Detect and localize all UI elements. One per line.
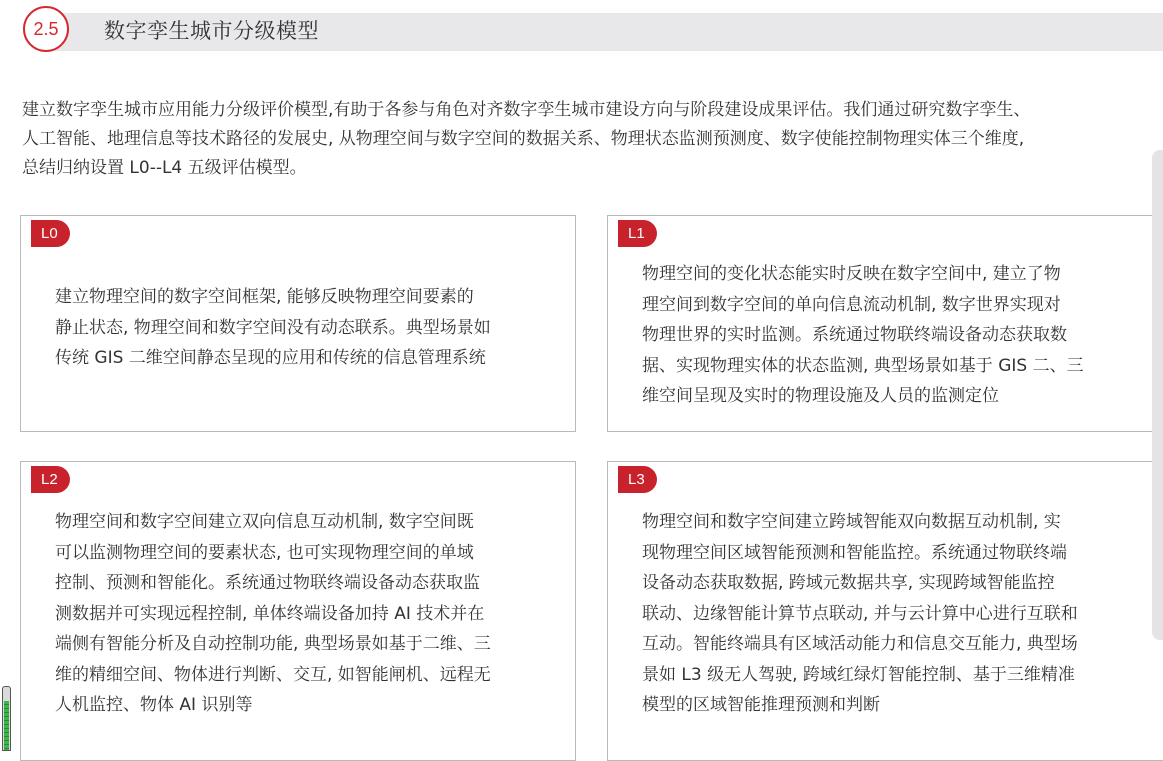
description-line: 控制、预测和智能化。系统通过物联终端设备动态获取监 <box>55 573 480 593</box>
intro-line: 建立数字孪生城市应用能力分级评价模型,有助于各参与角色对齐数字孪生城市建设方向与阶段建设成果评估。我们通过研究数字孪生、 <box>22 100 1031 120</box>
description-line: 模型的区域智能推理预测和判断 <box>642 695 880 715</box>
section-number-badge <box>23 6 69 52</box>
section-number: 2.5 <box>33 18 59 39</box>
description-line: 据、实现物理实体的状态监测, 典型场景如基于 GIS 二、三 <box>642 355 1084 376</box>
progress-indicator <box>2 686 11 751</box>
description-line: 互动。智能终端具有区域活动能力和信息交互能力, 典型场 <box>642 634 1078 654</box>
level-description <box>642 507 1078 721</box>
level-badge: L0 <box>31 220 70 247</box>
level-card-l0 <box>20 215 576 432</box>
description-line: 景如 L3 级无人驾驶, 跨域红绿灯智能控制、基于三维精准 <box>642 664 1075 685</box>
description-line: 静止状态, 物理空间和数字空间没有动态联系。典型场景如 <box>55 317 491 338</box>
description-line: 人机监控、物体 AI 识别等 <box>55 695 253 715</box>
description-line: 测数据并可实现远程控制, 单体终端设备加持 AI 技术并在 <box>55 603 485 624</box>
description-line: 端侧有智能分析及自动控制功能, 典型场景如基于二维、三 <box>55 634 491 654</box>
level-description <box>55 507 491 721</box>
intro-paragraph <box>22 96 1163 183</box>
description-line: 物理空间和数字空间建立双向信息互动机制, 数字空间既 <box>55 512 474 532</box>
intro-line: 总结归纳设置 L0--L4 五级评估模型。 <box>22 158 307 178</box>
description-line: 建立物理空间的数字空间框架, 能够反映物理空间要素的 <box>55 287 474 307</box>
description-line: 物理空间的变化状态能实时反映在数字空间中, 建立了物 <box>642 264 1061 284</box>
level-badge: L2 <box>31 466 70 493</box>
level-badge: L3 <box>618 466 657 493</box>
intro-line: 人工智能、地理信息等技术路径的发展史, 从物理空间与数字空间的数据关系、物理状态监测预测度、数字使能控制物理实体三个维度, <box>22 129 1025 149</box>
description-line: 维空间呈现及实时的物理设施及人员的监测定位 <box>642 386 999 406</box>
level-card-l3 <box>607 461 1163 761</box>
scrollbar-track[interactable] <box>1152 150 1163 640</box>
description-line: 理空间到数字空间的单向信息流动机制, 数字世界实现对 <box>642 294 1061 315</box>
description-line: 可以监测物理空间的要素状态, 也可实现物理空间的单域 <box>55 542 474 563</box>
level-description <box>642 259 1084 412</box>
description-line: 联动、边缘智能计算节点联动, 并与云计算中心进行互联和 <box>642 603 1078 624</box>
description-line: 现物理空间区域智能预测和智能监控。系统通过物联终端 <box>642 542 1067 563</box>
description-line: 物理世界的实时监测。系统通过物联终端设备动态获取数 <box>642 325 1067 345</box>
description-line: 设备动态获取数据, 跨域元数据共享, 实现跨域智能监控 <box>642 573 1055 593</box>
description-line: 物理空间和数字空间建立跨域智能双向数据互动机制, 实 <box>642 512 1061 532</box>
level-card-l2 <box>20 461 576 761</box>
progress-fill <box>4 701 9 750</box>
level-badge: L1 <box>618 220 657 247</box>
level-description <box>55 282 491 374</box>
description-line: 传统 GIS 二维空间静态呈现的应用和传统的信息管理系统 <box>55 348 486 368</box>
section-title: 数字孪生城市分级模型 <box>104 19 319 43</box>
description-line: 维的精细空间、物体进行判断、交互, 如智能闸机、远程无 <box>55 664 491 685</box>
level-card-l1 <box>607 215 1163 432</box>
